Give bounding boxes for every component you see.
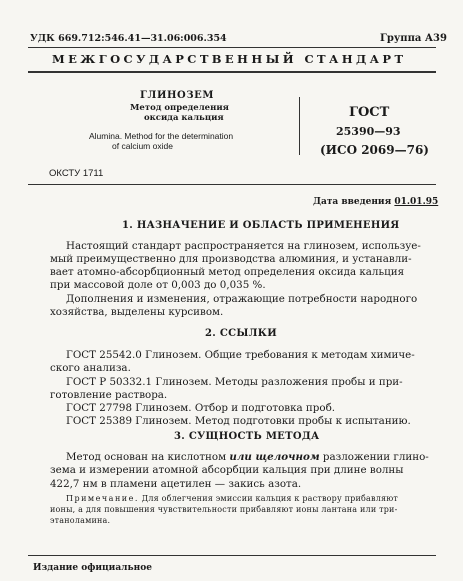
- section-2-line: ского анализа.: [50, 362, 131, 374]
- section-2-line: ГОСТ 25389 Глинозем. Метод подготовки пробы к испытанию.: [66, 415, 411, 427]
- subtitle-line-2: оксида кальция: [144, 113, 224, 123]
- section-3-line: [66, 451, 429, 463]
- section-3-heading: 3. СУЩНОСТЬ МЕТОДА: [174, 431, 320, 442]
- section-1-line: мый преимущественно для производства алюминия, и устанавли-: [50, 253, 412, 265]
- okstu-code: ОКСТУ 1711: [49, 168, 104, 179]
- section-1-line: вает атомно-абсорбционный метод определения оксида кальция: [50, 266, 405, 278]
- note-line: [66, 494, 398, 503]
- section-1-line: Настоящий стандарт распространяется на глинозем, используе-: [66, 240, 421, 252]
- gost-label: ГОСТ: [349, 105, 390, 120]
- section-3-text: разложении глино-: [319, 451, 429, 463]
- note-label: Примечание.: [66, 494, 139, 503]
- section-2-line: готовление раствора.: [50, 389, 168, 401]
- section-3-text: Метод основан на кислотном: [66, 451, 230, 463]
- section-1-line: при массовой доле от 0,003 до 0,035 %.: [50, 279, 266, 291]
- title-separator: [299, 97, 300, 155]
- iso-number: (ИСО 2069—76): [320, 143, 429, 157]
- section-2-line: ГОСТ 27798 Глинозем. Отбор и подготовка проб.: [66, 402, 336, 414]
- english-title-line-1: Alumina. Method for the determination: [89, 131, 234, 141]
- standard-banner: МЕЖГОСУДАРСТВЕННЫЙ СТАНДАРТ: [52, 52, 407, 66]
- section-3-italic-text: или щелочном: [229, 451, 320, 463]
- effective-date-value: 01.01.95: [394, 197, 439, 207]
- official-edition-label: Издание официальное: [33, 563, 152, 573]
- udk-code: УДК 669.712:546.41—31.06:006.354: [30, 33, 227, 44]
- effective-date-label: Дата введения: [313, 197, 392, 207]
- banner-divider: [28, 71, 436, 73]
- subtitle-line-1: Метод определения: [130, 103, 229, 113]
- section-3-line: 422,7 нм в пламени ацетилен — закись азота.: [50, 478, 302, 490]
- effective-date: [313, 197, 438, 207]
- top-divider: [28, 47, 436, 48]
- note-line: этаноламина.: [50, 516, 111, 525]
- section-2-line: ГОСТ Р 50332.1 Глинозем. Методы разложения пробы и при-: [66, 376, 403, 388]
- okstu-divider: [28, 184, 436, 185]
- section-2-heading: 2. ССЫЛКИ: [205, 328, 277, 339]
- section-3-line: зема и измерении атомной абсорбции кальция при длине волны: [50, 464, 404, 476]
- footer-divider: [28, 555, 436, 556]
- section-1-line: хозяйства, выделены курсивом.: [50, 306, 224, 318]
- section-2-line: ГОСТ 25542.0 Глинозем. Общие требования к методам химиче-: [66, 349, 415, 361]
- english-title-line-2: of calcium oxide: [112, 141, 173, 151]
- group-code: Группа А39: [380, 33, 447, 44]
- gost-number: 25390—93: [336, 125, 401, 138]
- note-text: Для облегчения эмиссии кальция к раствору прибавляют: [141, 494, 399, 503]
- document-title: ГЛИНОЗЕМ: [140, 90, 215, 101]
- section-1-heading: 1. НАЗНАЧЕНИЕ И ОБЛАСТЬ ПРИМЕНЕНИЯ: [122, 220, 400, 231]
- note-line: ионы, а для повышения чувствительности прибавляют ионы лантана или три-: [50, 505, 398, 514]
- section-1-line: Дополнения и изменения, отражающие потребности народного: [66, 293, 418, 305]
